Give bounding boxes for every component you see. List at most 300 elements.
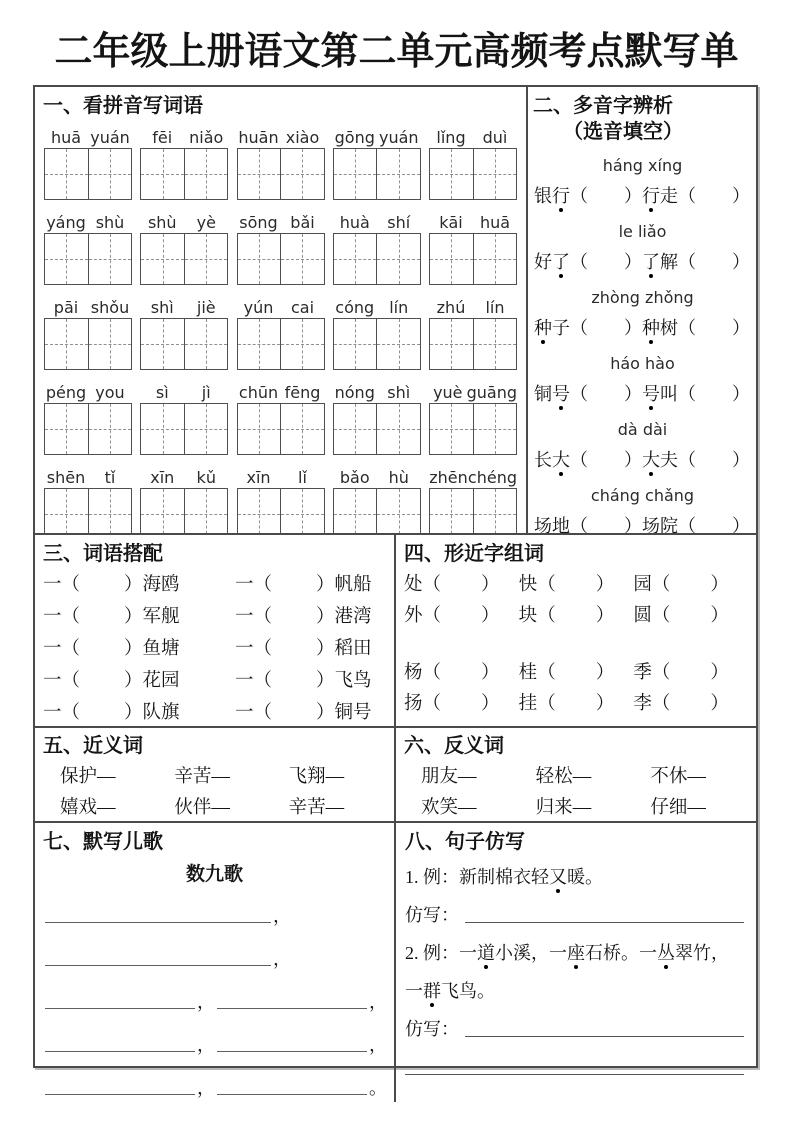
writing-grid-box <box>333 318 421 370</box>
paren-open-icon: （ <box>253 703 273 723</box>
char: 行 <box>552 182 570 208</box>
polyphone-line <box>533 505 752 533</box>
pinyin-word-group <box>140 208 228 285</box>
paren-open-icon: （ <box>651 693 671 714</box>
pinyin-syllable: hù <box>388 468 409 487</box>
antonym-word: 欢笑 <box>421 797 459 818</box>
paren-close-icon: ） <box>732 384 750 404</box>
pinyin-word-group <box>237 208 325 285</box>
base-character: 桂 <box>518 662 538 683</box>
table-row-3 <box>35 726 756 821</box>
pinyin-syllable: cai <box>290 298 315 317</box>
pinyin-word-group <box>429 293 517 370</box>
writing-grid-box <box>429 318 517 370</box>
similar-char-item <box>404 570 519 596</box>
matching-row <box>43 631 386 663</box>
example-sentence-1 <box>405 855 746 893</box>
polyphone-item <box>642 248 750 274</box>
pinyin-syllable: zhú <box>436 298 466 317</box>
writing-grid-box <box>140 403 228 455</box>
paren-open-icon: （ <box>537 574 556 595</box>
pinyin-syllable: bǎi <box>290 213 315 232</box>
writing-grid-cell <box>88 149 132 199</box>
quantifier-prefix: 一 <box>235 607 254 627</box>
char: 又 <box>549 863 567 889</box>
punctuation: ， <box>369 992 387 1012</box>
paren-close-icon: ） <box>624 516 642 533</box>
writing-grid-box <box>333 403 421 455</box>
pinyin-word-group <box>333 378 421 455</box>
pinyin-syllable: shì <box>150 298 174 317</box>
similar-char-item <box>633 658 748 684</box>
polyphone-group <box>533 478 752 533</box>
section-pinyin-words <box>35 87 528 533</box>
matching-word: 飞鸟 <box>334 671 372 691</box>
char: 石桥。一 <box>585 943 657 963</box>
pinyin-label <box>44 293 132 317</box>
paren-open-icon: （ <box>570 450 588 470</box>
pinyin-syllable: cóng <box>335 298 375 317</box>
quantifier-prefix: 一 <box>235 671 254 691</box>
pinyin-syllable: zhēn <box>429 468 468 487</box>
paren-close-icon: ） <box>710 693 729 714</box>
antonym-item <box>404 762 519 788</box>
antonym-row <box>404 759 748 790</box>
paren-open-icon: （ <box>422 693 442 714</box>
antonym-item <box>633 793 748 819</box>
char: 院 <box>660 516 678 533</box>
polyphone-item <box>534 182 642 208</box>
section-word-matching <box>35 535 396 726</box>
paren-close-icon: ） <box>316 703 335 723</box>
paren-open-icon: （ <box>570 186 588 206</box>
writing-grid-cell <box>280 234 324 284</box>
writing-grid-cell <box>473 404 517 454</box>
writing-grid-cell <box>184 149 228 199</box>
paren-open-icon: （ <box>678 318 696 338</box>
base-character: 季 <box>633 662 652 683</box>
char: 群 <box>423 977 441 1003</box>
polyphone-item <box>642 380 750 406</box>
antonym-word: 不休 <box>650 766 688 787</box>
table-row-2 <box>35 533 756 726</box>
pinyin-label <box>140 463 228 487</box>
similar-char-item <box>519 689 634 715</box>
punctuation: 。 <box>369 1078 387 1098</box>
pinyin-label <box>333 293 421 317</box>
pinyin-syllable: jiè <box>196 298 216 317</box>
section7-title: 七、默写儿歌 <box>43 831 163 853</box>
section6-title: 六、反义词 <box>404 735 504 757</box>
writing-grid-cell <box>376 404 420 454</box>
paren-close-icon: ） <box>124 575 143 595</box>
poem-blank-line <box>43 887 386 930</box>
section1-title: 一、看拼音写词语 <box>43 95 203 117</box>
writing-grid-cell <box>184 234 228 284</box>
writing-grid-cell <box>430 234 473 284</box>
paren-open-icon: （ <box>678 384 696 404</box>
punctuation: ， <box>197 1078 215 1098</box>
paren-open-icon: （ <box>253 639 273 659</box>
writing-grid-cell <box>473 319 517 369</box>
antonym-item <box>404 793 519 819</box>
char: 好 <box>534 252 552 272</box>
similar-char-item <box>519 570 634 596</box>
paren-close-icon: ） <box>595 605 615 626</box>
pinyin-word-group <box>237 123 325 200</box>
paren-open-icon: （ <box>253 575 273 595</box>
writing-grid-box <box>333 148 421 200</box>
pinyin-label <box>140 208 228 232</box>
section3-title: 三、词语搭配 <box>43 543 163 565</box>
dash-blank: — <box>325 766 345 787</box>
char: 一 <box>459 943 477 963</box>
polyphone-item <box>642 446 750 472</box>
writing-blank <box>465 920 744 923</box>
char: 座 <box>567 939 585 965</box>
polyphone-group <box>533 346 752 409</box>
paren-close-icon: ） <box>124 671 143 691</box>
imitation-label: 仿写： <box>405 1019 459 1039</box>
writing-grid-box <box>429 148 517 200</box>
pinyin-options: dà dài <box>617 420 668 439</box>
paren-close-icon: ） <box>124 607 143 627</box>
pinyin-syllable: niǎo <box>189 128 224 147</box>
dash-blank: — <box>458 766 477 787</box>
synonym-word: 伙伴 <box>174 797 212 818</box>
writing-grid-cell <box>280 404 324 454</box>
example-label: 1. 例： <box>405 867 459 887</box>
pinyin-word-group <box>140 378 228 455</box>
polyphone-line <box>533 241 752 277</box>
table-row-1 <box>35 87 756 533</box>
antonym-row <box>404 790 748 821</box>
char: 场 <box>642 512 660 533</box>
polyphone-item <box>534 248 642 274</box>
punctuation: ， <box>273 906 291 926</box>
writing-grid-box <box>237 488 325 533</box>
writing-grid-cell <box>334 404 377 454</box>
pinyin-syllable: chéng <box>467 468 517 487</box>
paren-close-icon: ） <box>316 607 335 627</box>
pinyin-syllable: chūn <box>238 383 279 402</box>
example-sentence-2 <box>405 931 746 969</box>
pinyin-label <box>429 123 517 147</box>
polyphone-word <box>642 186 678 206</box>
base-character: 扬 <box>404 693 423 714</box>
dash-blank: — <box>211 797 230 818</box>
writing-blank <box>405 1072 744 1075</box>
paren-close-icon: ） <box>481 574 500 595</box>
pinyin-syllable: yáng <box>46 213 86 232</box>
pinyin-label <box>237 378 325 402</box>
pinyin-syllable: huān <box>238 128 279 147</box>
dash-blank: — <box>687 766 706 787</box>
pinyin-grid-area <box>43 123 518 533</box>
polyphone-word <box>534 318 570 338</box>
pinyin-word-group <box>429 123 517 200</box>
writing-grid-cell <box>45 149 88 199</box>
writing-grid-cell <box>376 489 420 533</box>
pinyin-syllable: xīn <box>246 468 271 487</box>
matching-word: 港湾 <box>334 607 372 627</box>
paren-close-icon: ） <box>481 693 500 714</box>
writing-grid-cell <box>45 234 88 284</box>
antonym-word: 轻松 <box>535 766 573 787</box>
writing-grid-cell <box>430 319 473 369</box>
writing-grid-cell <box>238 489 281 533</box>
paren-open-icon: （ <box>570 516 588 533</box>
pinyin-label <box>44 463 132 487</box>
antonym-rows <box>404 759 748 821</box>
matching-row <box>43 567 386 599</box>
writing-blank <box>45 919 271 923</box>
char: 场 <box>534 512 552 533</box>
pinyin-word-group <box>429 208 517 285</box>
base-character: 处 <box>404 574 423 595</box>
punctuation: ， <box>197 992 215 1012</box>
polyphone-word <box>642 450 678 470</box>
dash-blank: — <box>97 766 116 787</box>
writing-grid-box <box>429 403 517 455</box>
paren-close-icon: ） <box>316 639 335 659</box>
writing-grid-cell <box>88 319 132 369</box>
base-character: 挂 <box>518 693 538 714</box>
pinyin-word-group <box>44 293 132 370</box>
pinyin-syllable: kāi <box>439 213 463 232</box>
paren-open-icon: （ <box>61 607 81 627</box>
synonym-item <box>272 762 386 788</box>
polyphone-item <box>534 446 642 472</box>
antonym-word: 朋友 <box>421 766 459 787</box>
char: 新制棉衣轻 <box>459 867 549 887</box>
polyphone-item <box>642 512 750 533</box>
paren-close-icon: ） <box>624 450 642 470</box>
writing-blank <box>45 1005 195 1009</box>
quantifier-prefix: 一 <box>235 639 254 659</box>
char: 铜 <box>534 384 552 404</box>
polyphone-word <box>534 384 570 404</box>
poem-blank-line <box>43 973 386 1016</box>
writing-grid-box <box>237 148 325 200</box>
similar-char-item <box>404 658 519 684</box>
pinyin-options: cháng chǎng <box>590 486 695 505</box>
pinyin-syllable: shù <box>95 213 125 232</box>
writing-grid-cell <box>141 404 184 454</box>
char: 种 <box>642 314 660 340</box>
synonym-row <box>43 790 386 821</box>
quantifier-prefix: 一 <box>43 575 62 595</box>
sentence-imitation-body <box>405 855 746 1083</box>
writing-grid-box <box>44 488 132 533</box>
pinyin-label <box>333 123 421 147</box>
char: 大 <box>552 446 570 472</box>
pinyin-label <box>140 293 228 317</box>
paren-open-icon: （ <box>537 605 556 626</box>
paren-close-icon: ） <box>732 450 750 470</box>
quantifier-prefix: 一 <box>235 575 254 595</box>
pinyin-syllable: huā <box>50 128 82 147</box>
paren-close-icon: ） <box>710 662 729 683</box>
paren-close-icon: ） <box>732 516 750 533</box>
polyphone-line <box>533 439 752 475</box>
pinyin-syllable: nóng <box>334 383 375 402</box>
page-title: 二年级上册语文第二单元高频考点默写单 <box>54 31 739 73</box>
char: 丛 <box>657 939 675 965</box>
pinyin-syllable: péng <box>45 383 87 402</box>
pinyin-word-group <box>333 123 421 200</box>
pinyin-syllable: xiào <box>285 128 320 147</box>
pinyin-row <box>43 123 518 200</box>
dash-blank: — <box>458 797 477 818</box>
char: 暖。 <box>567 867 603 887</box>
paren-close-icon: ） <box>732 318 750 338</box>
paren-open-icon: （ <box>651 662 671 683</box>
char: 翠竹， <box>675 943 729 963</box>
writing-grid-cell <box>334 319 377 369</box>
polyphone-line <box>533 175 752 211</box>
char: 解 <box>660 252 678 272</box>
pinyin-syllable: jì <box>201 383 211 402</box>
polyphone-group <box>533 214 752 277</box>
writing-grid-cell <box>238 404 281 454</box>
matching-word: 花园 <box>142 671 180 691</box>
pinyin-options: háo hào <box>610 354 675 373</box>
section-synonyms <box>35 728 396 821</box>
paren-close-icon: ） <box>481 605 500 626</box>
paren-close-icon: ） <box>732 252 750 272</box>
paren-open-icon: （ <box>61 575 81 595</box>
pinyin-label <box>429 208 517 232</box>
pinyin-word-group <box>333 208 421 285</box>
pinyin-label <box>429 378 517 402</box>
base-character: 李 <box>633 693 652 714</box>
paren-open-icon: （ <box>61 703 81 723</box>
writing-grid-cell <box>184 489 228 533</box>
paren-close-icon: ） <box>124 639 143 659</box>
pinyin-syllable: yuán <box>90 128 130 147</box>
pinyin-syllable: yún <box>243 298 274 317</box>
char: 走 <box>660 186 678 206</box>
synonym-word: 嬉戏 <box>60 797 98 818</box>
pinyin-label <box>429 463 517 487</box>
writing-grid-cell <box>334 149 377 199</box>
imitation-label: 仿写： <box>405 905 459 925</box>
pinyin-options: zhòng zhǒng <box>591 288 694 307</box>
pinyin-label <box>44 208 132 232</box>
pinyin-syllable: fēng <box>284 383 321 402</box>
poem-blank-lines <box>43 887 386 1102</box>
writing-grid-cell <box>430 489 473 533</box>
poem-title: 数九歌 <box>185 864 243 885</box>
section2-subtitle: （选音填空） <box>563 121 683 143</box>
paren-open-icon: （ <box>537 662 556 683</box>
matching-item <box>235 602 372 628</box>
similar-char-item <box>404 601 519 627</box>
paren-close-icon: ） <box>710 574 729 595</box>
similar-char-item <box>404 689 519 715</box>
dash-blank: — <box>211 766 230 787</box>
writing-grid-cell <box>376 319 420 369</box>
char: 行 <box>642 182 660 208</box>
section-sentence-imitation <box>396 823 756 1102</box>
paren-open-icon: （ <box>651 605 671 626</box>
imitation-line-3 <box>405 1045 746 1083</box>
pinyin-syllable: yè <box>196 213 216 232</box>
pinyin-syllable: lín <box>485 298 505 317</box>
paren-close-icon: ） <box>595 574 615 595</box>
char: 子 <box>552 318 570 338</box>
writing-grid-cell <box>473 489 517 533</box>
polyphone-word <box>642 318 678 338</box>
punctuation: ， <box>369 1035 387 1055</box>
paren-open-icon: （ <box>422 605 442 626</box>
dash-blank: — <box>572 797 592 818</box>
pinyin-syllable: lín <box>389 298 409 317</box>
similar-char-item <box>519 658 634 684</box>
dash-blank: — <box>97 797 116 818</box>
writing-grid-cell <box>141 489 184 533</box>
synonym-word: 辛苦 <box>174 766 212 787</box>
writing-grid-cell <box>473 234 517 284</box>
pinyin-row <box>43 293 518 370</box>
pinyin-label <box>44 378 132 402</box>
synonym-item <box>43 793 157 819</box>
writing-grid-cell <box>334 489 377 533</box>
matching-word: 海鸥 <box>142 575 180 595</box>
paren-open-icon: （ <box>253 671 273 691</box>
polyphone-word <box>642 384 678 404</box>
section4-title: 四、形近字组词 <box>404 543 544 565</box>
polyphone-groups <box>533 148 752 533</box>
similar-char-row <box>404 655 748 686</box>
dash-blank: — <box>687 797 706 818</box>
paren-open-icon: （ <box>678 252 696 272</box>
paren-close-icon: ） <box>624 252 642 272</box>
matching-item <box>235 666 372 692</box>
example-text <box>459 939 729 965</box>
pinyin-word-group <box>237 378 325 455</box>
writing-grid-cell <box>280 489 324 533</box>
pinyin-syllable: fēi <box>152 128 173 147</box>
paren-open-icon: （ <box>651 574 671 595</box>
writing-grid-box <box>44 318 132 370</box>
pinyin-syllable: bǎo <box>339 468 370 487</box>
similar-char-item <box>633 601 748 627</box>
writing-grid-box <box>333 488 421 533</box>
matching-row <box>43 695 386 726</box>
polyphone-item <box>642 182 750 208</box>
matching-item <box>43 698 235 724</box>
writing-grid-cell <box>88 489 132 533</box>
char: 一 <box>405 981 423 1001</box>
writing-grid-cell <box>334 234 377 284</box>
pinyin-label <box>333 208 421 232</box>
similar-char-row <box>404 598 748 629</box>
antonym-item <box>519 793 634 819</box>
pinyin-word-group <box>429 463 517 533</box>
punctuation: ， <box>273 949 291 969</box>
char: 银 <box>534 186 552 206</box>
char: 长 <box>534 450 552 470</box>
pinyin-label <box>237 208 325 232</box>
paren-close-icon: ） <box>595 662 615 683</box>
pinyin-syllable: shì <box>387 383 411 402</box>
pinyin-word-group <box>429 378 517 455</box>
synonym-word: 保护 <box>60 766 98 787</box>
polyphone-group <box>533 148 752 211</box>
antonym-word: 归来 <box>535 797 573 818</box>
